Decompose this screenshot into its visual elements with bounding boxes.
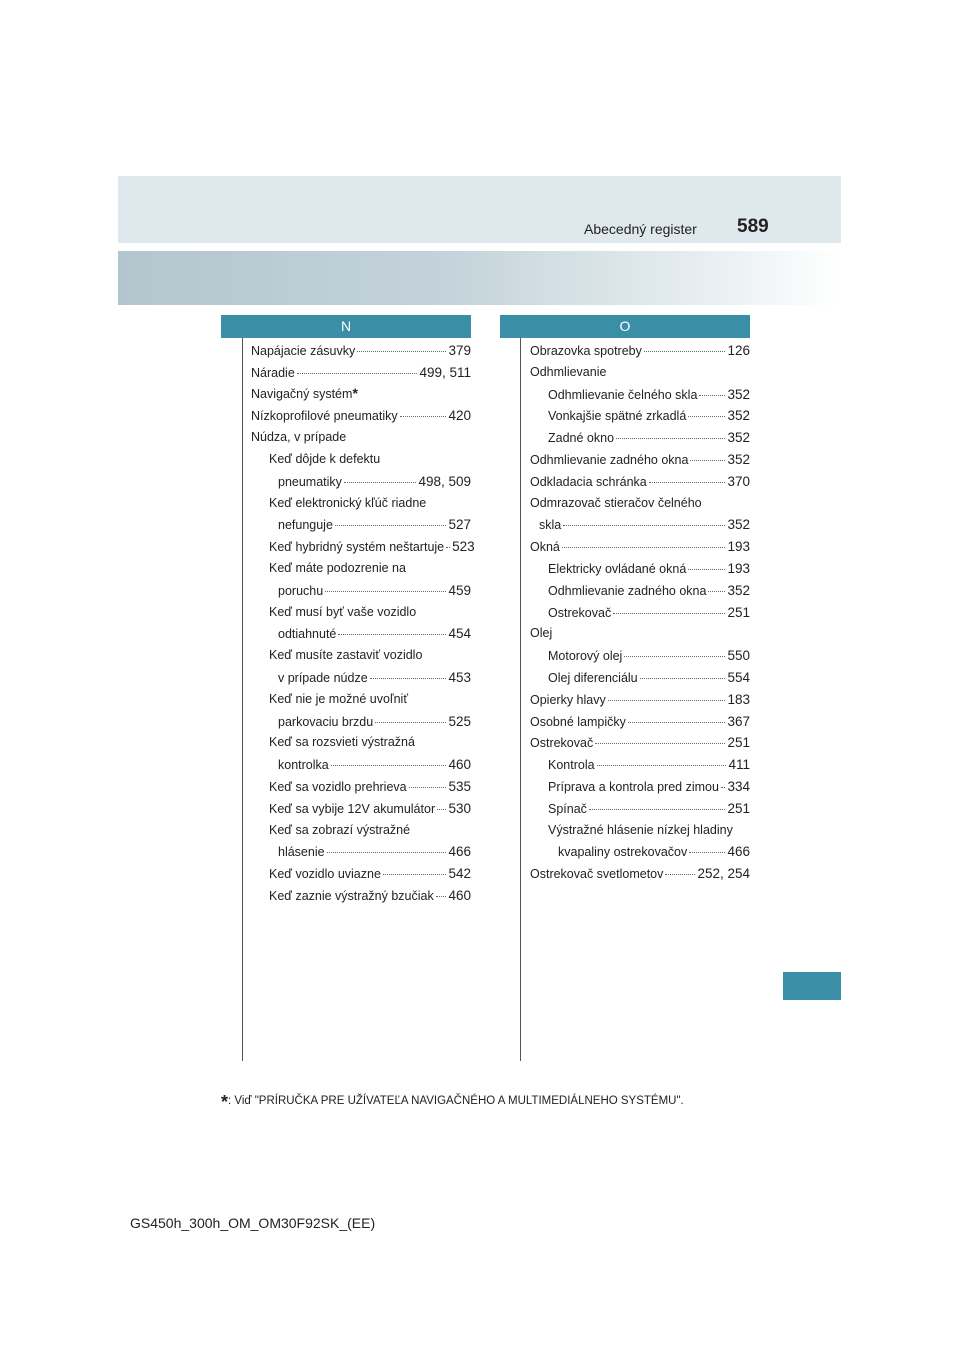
leader-dots xyxy=(688,416,725,417)
leader-dots xyxy=(383,874,447,875)
entry-text: Výstražné hlásenie nízkej hladiny xyxy=(548,822,733,837)
leader-dots xyxy=(608,700,726,701)
letter-header-o: O xyxy=(500,315,750,338)
index-entry xyxy=(251,536,475,558)
entry-text: Spínač xyxy=(548,801,587,816)
section-tab xyxy=(783,972,841,1000)
index-entry xyxy=(530,536,750,558)
index-entry: Navigačný systém * xyxy=(251,384,471,406)
entry-page: 126 xyxy=(727,343,750,358)
letter-header-n: N xyxy=(221,315,471,338)
entry-page: 367 xyxy=(727,713,750,729)
index-entry xyxy=(530,449,750,471)
leader-dots xyxy=(562,547,726,548)
entry-page: 466 xyxy=(448,844,471,860)
index-entry xyxy=(251,645,471,667)
entry-page: 530 xyxy=(448,800,471,816)
index-entry xyxy=(530,645,750,667)
entry-page: 550 xyxy=(727,648,750,664)
entry-text: Okná xyxy=(530,540,560,555)
entry-text: Náradie xyxy=(251,365,295,380)
entry-page: 352 xyxy=(727,408,750,424)
index-entry xyxy=(530,362,750,384)
entry-text: Zadné okno xyxy=(548,431,615,446)
index-entry xyxy=(251,340,471,362)
entry-text: Odkladacia schránka xyxy=(530,474,647,489)
entry-page: 454 xyxy=(448,626,471,642)
index-entry xyxy=(251,754,471,776)
entry-page: 352 xyxy=(727,451,750,467)
index-entry xyxy=(251,623,471,645)
entry-text: kvapaliny ostrekovačov xyxy=(558,845,688,860)
footnote-marker: * xyxy=(221,1092,229,1112)
entry-text: Keď musí byť vaše vozidlo xyxy=(269,604,417,619)
leader-dots xyxy=(665,874,695,875)
entry-page: 527 xyxy=(448,517,471,533)
leader-dots xyxy=(327,852,447,853)
index-entry xyxy=(530,820,750,842)
entry-text: Odmrazovač stieračov čelného xyxy=(530,495,702,510)
footnote xyxy=(221,1092,684,1113)
entry-page: 460 xyxy=(448,887,471,903)
document-code: GS450h_300h_OM_OM30F92SK_(EE) xyxy=(130,1215,376,1231)
leader-dots xyxy=(357,351,446,352)
entry-page: 252, 254 xyxy=(697,866,750,882)
entry-text: Napájacie zásuvky xyxy=(251,344,356,358)
entry-text: Obrazovka spotreby xyxy=(530,344,642,358)
leader-dots xyxy=(331,765,447,766)
index-entry xyxy=(251,863,471,885)
entry-page: 460 xyxy=(448,757,471,773)
index-entry xyxy=(251,493,471,515)
entry-text: Keď sa vybije 12V akumulátor xyxy=(269,801,436,816)
leader-dots xyxy=(640,678,726,679)
index-entry xyxy=(530,732,750,754)
entry-text: Keď dôjde k defektu xyxy=(269,451,381,466)
leader-dots xyxy=(400,416,447,417)
leader-dots xyxy=(688,569,725,570)
index-entry xyxy=(530,798,750,820)
entry-text: Odhmlievanie čelného skla xyxy=(548,387,698,402)
index-entry xyxy=(251,885,471,907)
entry-page: 535 xyxy=(448,778,471,794)
leader-dots xyxy=(616,438,725,439)
index-entry xyxy=(530,754,750,776)
entry-text: Keď hybridný systém neštartuje xyxy=(269,540,445,555)
index-entry xyxy=(251,449,471,471)
leader-dots xyxy=(721,787,726,788)
index-entry xyxy=(251,558,471,580)
leader-dots xyxy=(563,525,725,526)
header-band xyxy=(118,176,841,243)
leader-dots xyxy=(375,722,446,723)
entry-text: nefunguje xyxy=(278,518,333,533)
page-title: Abecedný register xyxy=(584,221,697,237)
entry-page: 352 xyxy=(727,582,750,598)
entry-text: Keď máte podozrenie na xyxy=(269,560,406,575)
leader-dots xyxy=(446,547,450,548)
entry-text: Opierky hlavy xyxy=(530,692,606,707)
entry-text: Keď zaznie výstražný bzučiak xyxy=(269,888,434,903)
index-entry xyxy=(530,711,750,733)
index-entry xyxy=(251,776,471,798)
index-column-o xyxy=(530,340,750,885)
leader-dots xyxy=(437,809,446,810)
entry-text: Ostrekovač svetlometov xyxy=(530,867,664,882)
index-entry xyxy=(530,558,750,580)
index-entry xyxy=(530,580,750,602)
entry-text: Odhmlievanie zadného okna xyxy=(548,583,707,598)
index-entry xyxy=(530,623,750,645)
entry-page: 352 xyxy=(727,386,750,402)
entry-text: Núdza, v prípade xyxy=(251,430,347,445)
leader-dots xyxy=(409,787,447,788)
entry-text: Ostrekovač xyxy=(548,605,612,620)
leader-dots xyxy=(644,351,726,352)
entry-text: Keď elektronický kľúč riadne xyxy=(269,495,427,510)
index-entry xyxy=(530,471,750,493)
index-entry xyxy=(530,667,750,689)
leader-dots xyxy=(624,656,725,657)
entry-page: 554 xyxy=(727,669,750,685)
entry-text: odtiahnuté xyxy=(278,627,337,642)
entry-page: 193 xyxy=(727,539,750,555)
entry-text: Odhmlievanie zadného okna xyxy=(530,452,689,467)
entry-page: 411 xyxy=(728,757,750,773)
entry-text: Odhmlievanie xyxy=(530,364,607,379)
entry-page: 251 xyxy=(727,735,750,751)
leader-dots xyxy=(613,613,725,614)
entry-text: Olej diferenciálu xyxy=(548,670,638,685)
column-divider-left xyxy=(242,315,243,1061)
entry-page: 523 xyxy=(452,539,475,555)
index-column-n xyxy=(251,340,475,907)
entry-text: kontrolka xyxy=(278,758,329,773)
index-entry xyxy=(251,732,471,754)
entry-page: 251 xyxy=(727,604,750,620)
leader-dots xyxy=(699,395,725,396)
entry-text: Osobné lampičky xyxy=(530,714,626,729)
entry-page: 459 xyxy=(448,582,471,598)
index-entry xyxy=(530,863,750,885)
entry-text: hlásenie xyxy=(278,845,325,860)
index-entry xyxy=(530,340,750,362)
entry-text: v prípade núdze xyxy=(278,670,368,685)
footnote-text: : Viď "PRÍRUČKA PRE UŽÍVATEĽA NAVIGAČNÉHO A MULTIMEDIÁLNEHO SYSTÉMU". xyxy=(228,1095,684,1107)
index-entry xyxy=(251,841,471,863)
entry-text: Olej xyxy=(530,626,553,641)
entry-page: 466 xyxy=(727,844,750,860)
leader-dots xyxy=(689,852,725,853)
entry-text: Keď sa vozidlo prehrieva xyxy=(269,779,407,794)
page-number: 589 xyxy=(737,216,769,237)
leader-dots xyxy=(708,591,725,592)
entry-page: 525 xyxy=(448,713,471,729)
leader-dots xyxy=(297,373,418,374)
entry-text: Ostrekovač xyxy=(530,736,594,751)
entry-page: 420 xyxy=(448,408,471,424)
column-divider-middle xyxy=(520,315,521,1061)
leader-dots xyxy=(628,722,726,723)
index-entry xyxy=(251,820,471,842)
entry-text: Elektricky ovládané okná xyxy=(548,561,687,576)
entry-text: Keď vozidlo uviazne xyxy=(269,867,381,882)
entry-text: Keď sa zobrazí výstražné xyxy=(269,822,411,837)
leader-dots xyxy=(597,765,727,766)
index-entry xyxy=(251,471,471,493)
leader-dots xyxy=(589,809,726,810)
index-entry xyxy=(251,711,471,733)
index-entry xyxy=(530,384,750,406)
entry-page: 183 xyxy=(727,691,750,707)
leader-dots xyxy=(649,482,726,483)
entry-page: 334 xyxy=(727,778,750,794)
index-entry xyxy=(530,427,750,449)
entry-text: Keď musíte zastaviť vozidlo xyxy=(269,648,423,663)
leader-dots xyxy=(335,525,447,526)
leader-dots xyxy=(325,591,446,592)
entry-text: Príprava a kontrola pred zimou xyxy=(548,779,719,794)
index-entry xyxy=(251,798,471,820)
entry-text: Nízkoprofilové pneumatiky xyxy=(251,409,398,424)
index-entry xyxy=(530,841,750,863)
entry-page: 499, 511 xyxy=(419,364,471,380)
entry-page: 251 xyxy=(727,800,750,816)
index-entry xyxy=(530,493,750,515)
entry-text: Motorový olej xyxy=(548,649,623,664)
entry-text: Keď nie je možné uvoľniť xyxy=(269,691,409,706)
entry-text: Vonkajšie spätné zrkadlá xyxy=(548,409,687,424)
leader-dots xyxy=(690,460,725,461)
entry-page: 498, 509 xyxy=(418,473,471,489)
index-entry xyxy=(530,602,750,624)
entry-text: Keď sa rozsvieti výstražná xyxy=(269,735,415,750)
entry-page: 453 xyxy=(448,669,471,685)
index-entry xyxy=(251,405,471,427)
index-entry xyxy=(530,689,750,711)
index-entry xyxy=(251,602,471,624)
leader-dots xyxy=(595,743,725,744)
index-entry xyxy=(251,667,471,689)
index-entry xyxy=(251,514,471,536)
gradient-band xyxy=(118,251,841,305)
entry-text: poruchu xyxy=(278,583,324,598)
entry-text: Navigačný systém xyxy=(251,386,353,401)
leader-dots xyxy=(338,634,446,635)
index-entry xyxy=(251,427,471,449)
entry-text: parkovaciu brzdu xyxy=(278,714,374,729)
index-entry xyxy=(530,405,750,427)
entry-page: 379 xyxy=(448,343,471,358)
leader-dots xyxy=(370,678,447,679)
leader-dots xyxy=(436,896,447,897)
index-entry xyxy=(251,362,471,384)
entry-page: 352 xyxy=(727,517,750,533)
entry-text: Kontrola xyxy=(548,758,595,773)
entry-text: pneumatiky xyxy=(278,474,342,489)
entry-page: 193 xyxy=(727,560,750,576)
index-entry xyxy=(530,514,750,536)
index-entry xyxy=(251,689,471,711)
entry-page: 542 xyxy=(448,866,471,882)
entry-page: 352 xyxy=(727,430,750,446)
index-entry xyxy=(251,580,471,602)
entry-text: skla xyxy=(539,518,562,533)
index-entry xyxy=(530,776,750,798)
leader-dots xyxy=(344,482,417,483)
entry-page: 370 xyxy=(727,473,750,489)
